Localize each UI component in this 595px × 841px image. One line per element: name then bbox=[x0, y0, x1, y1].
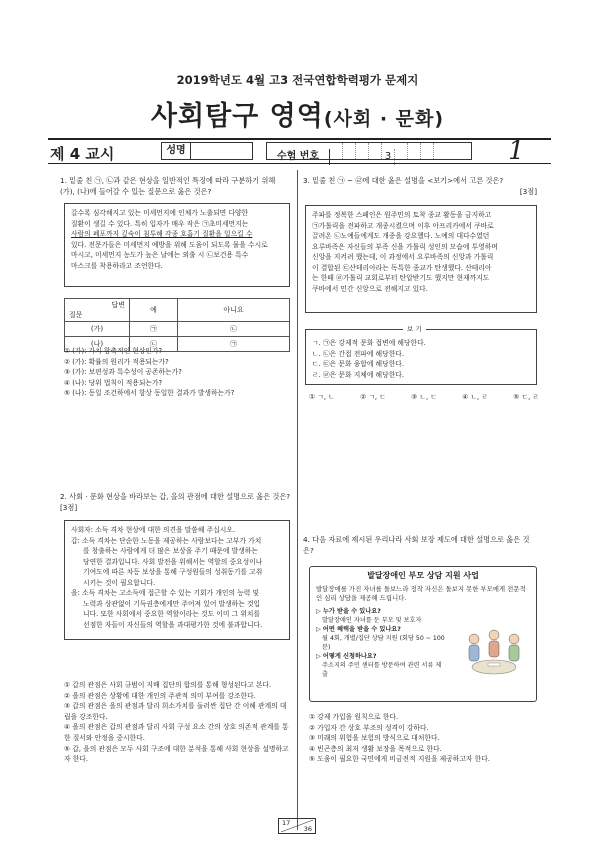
subject-title bbox=[0, 94, 595, 133]
q4-stem: 4. 다음 자료에 제시된 우리나라 사회 보장 제도에 대한 설명으로 옳은 것은? bbox=[303, 535, 530, 555]
choice-1[interactable]: ① ㄱ, ㄴ bbox=[309, 393, 335, 401]
choice-2[interactable]: ② ㄱ, ㄷ bbox=[360, 393, 386, 401]
page-number: 1 bbox=[508, 136, 525, 166]
bogi-item: ㄷ. ㉢은 문화 융합에 해당한다. bbox=[312, 360, 404, 368]
name-field[interactable] bbox=[161, 142, 253, 160]
q4-item-body: 주소지의 주민 센터를 방문하여 관련 서류 제출 bbox=[322, 661, 442, 678]
option-1[interactable]: ① 강제 가입을 원칙으로 한다. bbox=[309, 713, 399, 721]
option-5[interactable]: ⑤ (나): 동일 조건하에서 항상 동일한 결과가 발생하는가? bbox=[64, 389, 235, 398]
q3-passage-line: 이 결합된 ㉢산테리아라는 독특한 종교가 탄생했다. 산테리아 bbox=[312, 263, 492, 272]
q1-passage-line: 질환이 생길 수 있다. 특히 입자가 매우 작은 ㉠초미세먼지는 bbox=[71, 219, 249, 228]
q4-item-body: 월 4회, 개별/집단 상담 지원 (회당 50 ~ 100분) bbox=[322, 634, 445, 651]
exam-number-label: 수험 번호 bbox=[267, 149, 330, 165]
col-no-header: 아니요 bbox=[178, 299, 290, 322]
option-3[interactable]: ③ (가): 보편성과 특수성이 공존하는가? bbox=[64, 368, 182, 377]
subject-sub: (사회 · 문화) bbox=[323, 108, 445, 130]
table-corner bbox=[65, 299, 130, 322]
option-1[interactable]: ① (가): 가치 함축적인 현상인가? bbox=[64, 347, 163, 355]
q4-box-intro: 발달장애를 가진 자녀를 돌보느라 정작 자신은 돌보지 못한 부모에게 전문적인 심리 상담을 제공해 드립니다. bbox=[316, 584, 526, 602]
q2-passage-line: 갑: 소득 격차는 단순한 노동을 제공하는 사람보다는 고부가 가치 bbox=[71, 536, 262, 545]
q4-item-head: ▷ 어떻게 신청하나요? bbox=[316, 652, 377, 660]
row-question: (가) bbox=[65, 322, 130, 337]
q2-options bbox=[64, 680, 292, 765]
row-no: ㉡ bbox=[178, 322, 290, 337]
q4-info-box bbox=[309, 566, 537, 702]
col-yes-header: 예 bbox=[130, 299, 178, 322]
option-4[interactable]: ④ 빈곤층의 최저 생활 보장을 목적으로 한다. bbox=[309, 744, 442, 753]
option-2[interactable]: ② 을의 관점은 상황에 대한 개인의 주관적 의미 부여를 강조한다. bbox=[64, 691, 256, 700]
page-current: 17 bbox=[282, 819, 291, 827]
q2-passage-line: 기여도에 따른 차등 보상을 통해 구성원들의 성취동기를 고취 bbox=[83, 568, 263, 576]
q2-passage bbox=[64, 520, 290, 640]
header-rule-bottom bbox=[48, 163, 551, 164]
q3-passage bbox=[305, 205, 537, 313]
q3-bogi-box bbox=[305, 329, 537, 385]
exam-number-digit: 3 bbox=[382, 149, 395, 165]
bogi-title: 보 기 bbox=[403, 324, 426, 333]
name-label: 성명 bbox=[162, 143, 191, 159]
row-yes: ㉠ bbox=[130, 322, 178, 337]
option-4[interactable]: ④ (나): 당위 법칙이 적용되는가? bbox=[64, 378, 163, 387]
page-total: 36 bbox=[303, 825, 312, 833]
choice-4[interactable]: ④ ㄴ, ㄹ bbox=[462, 393, 488, 401]
q2-passage-line: 시키는 것이 필요합니다. bbox=[83, 578, 156, 587]
option-3[interactable]: ③ 미래의 위험을 보험의 방식으로 대처한다. bbox=[309, 734, 440, 743]
q1-passage-line: 있다. 전문가들은 미세먼지 예방을 위해 도움이 되도록 물을 수시로 bbox=[71, 240, 268, 249]
corner-answer-label: 답변 bbox=[111, 301, 125, 309]
row-yes: ㉡ bbox=[130, 337, 178, 352]
q3-passage-line: 쿠바에서 민간 신앙으로 전해지고 있다. bbox=[312, 284, 428, 293]
header-rule-top bbox=[48, 138, 551, 140]
q1-stem: 1. 밑줄 친 ㉠, ㉡과 같은 현상을 일반적인 특징에 따라 구분하기 위해 (가), (나)에 들어갈 수 있는 질문으로 옳은 것은? bbox=[60, 176, 276, 196]
q3-passage-line: 는 한때 ㉣가톨릭 교회로부터 탄압받기도 했지만 현재까지도 bbox=[312, 274, 490, 282]
option-2[interactable]: ② 가입자 간 상호 부조의 성격이 강하다. bbox=[309, 723, 429, 732]
q4-options bbox=[309, 712, 539, 765]
option-2[interactable]: ② (가): 확률의 원리가 적용되는가? bbox=[64, 357, 169, 366]
q2-passage-line: 를 창출하는 사람에게 더 많은 보상을 주기 때문에 발생하는 bbox=[83, 547, 258, 555]
table-row bbox=[65, 322, 290, 337]
period-label: 제 4 교시 bbox=[50, 145, 115, 163]
q1-passage-line: 갈수록 심각해지고 있는 미세먼지에 인체가 노출되면 다양한 bbox=[71, 209, 249, 217]
bogi-item: ㄹ. ㉣은 문화 지체에 해당한다. bbox=[312, 370, 404, 379]
q3-stem-text: 3. 밑줄 친 ㉠ ~ ㉣에 대한 옳은 설명을 <보기>에서 고른 것은? bbox=[303, 176, 504, 185]
option-4[interactable]: ④ 을의 관점은 갑의 관점과 달리 사회 구성 요소 간의 상호 의존적 관계를 통한 질서와 안정을 중시한다. bbox=[64, 723, 289, 742]
q2-passage-line: 사회자: 소득 격차 현상에 대한 의견을 말씀해 주십시오. bbox=[71, 526, 236, 534]
option-5[interactable]: ⑤ 갑, 을의 관점은 모두 사회 구조에 대한 분석을 통해 사회 현상을 설명하고자 한다. bbox=[64, 744, 289, 764]
q1-options bbox=[64, 346, 292, 399]
q2-passage-line: 노력과 상관없이 기득권층에게만 주어져 있어 발생하는 것입 bbox=[83, 599, 261, 608]
q2-passage-line: 당연한 결과입니다. 사회 발전을 위해서는 역할의 중요성이나 bbox=[83, 557, 263, 566]
q3-choices bbox=[309, 392, 539, 403]
corner-question-label: 질문 bbox=[69, 311, 83, 319]
q2-stem: 2. 사회 · 문화 현상을 바라보는 갑, 을의 관점에 대한 설명으로 옳은 것은? [3점] bbox=[60, 492, 291, 512]
q4-item-head: ▷ 어떤 혜택을 받을 수 있나요? bbox=[316, 625, 401, 633]
q2-passage-line: 을: 소득 격차는 고소득에 접근할 수 있는 기회가 개인의 능력 및 bbox=[71, 589, 260, 597]
bogi-item: ㄱ. ㉠은 강제적 문화 접변에 해당한다. bbox=[312, 339, 426, 347]
counseling-illustration bbox=[458, 617, 530, 689]
q1-passage bbox=[64, 203, 290, 287]
column-divider bbox=[297, 170, 298, 830]
choice-3[interactable]: ③ ㄴ, ㄷ bbox=[411, 393, 437, 401]
q1-answer-table bbox=[64, 298, 290, 352]
page-indicator bbox=[278, 818, 316, 834]
q4-item-body: 발달장애인 자녀를 둔 부모 및 보호자 bbox=[322, 616, 422, 624]
q3-passage-line: 신앙을 지켜려 했는데, 이 과정에서 요루바족의 신앙과 가톨릭 bbox=[312, 253, 494, 261]
q3-passage-line: 주파를 정복한 스페인은 원주민의 토착 종교 활동을 금지하고 bbox=[312, 211, 492, 219]
q3-points: [3점] bbox=[519, 187, 537, 196]
bogi-item: ㄴ. ㉡은 간접 전파에 해당한다. bbox=[312, 349, 404, 358]
q3-stem bbox=[303, 175, 537, 197]
q2-passage-line: 니다. 또한 사회에서 중요한 역할이라는 것도 이미 그 위치를 bbox=[83, 610, 261, 618]
q4-item-head: ▷ 누가 받을 수 있나요? bbox=[316, 607, 381, 615]
exam-number-field[interactable] bbox=[266, 142, 472, 160]
row-question: (나) bbox=[65, 337, 130, 352]
choice-5[interactable]: ⑤ ㄷ, ㄹ bbox=[513, 393, 539, 401]
q1-passage-line: 마시고, 미세먼지 농도가 높은 날에는 외출 시 ㉡보건용 특수 bbox=[71, 251, 249, 259]
q3-passage-line: 끌려온 ㉡노예들에게도 개종을 강요했다. 노예의 대다수였던 bbox=[312, 232, 490, 240]
subject-main: 사회탐구 영역 bbox=[150, 101, 324, 132]
q2-passage-line: 선점한 자들이 자신들의 역할을 과대평가한 것에 불과합니다. bbox=[83, 620, 263, 629]
row-no: ㉠ bbox=[178, 337, 290, 352]
q3-passage-line: ㉠가톨릭을 전파하고 개종시켰으며 이후 아프리카에서 쿠바로 bbox=[312, 221, 494, 230]
option-1[interactable]: ① 갑의 관점은 사회 규범이 지배 집단의 합의를 통해 형성된다고 본다. bbox=[64, 681, 272, 689]
q1-passage-line: 마스크를 착용하라고 조언한다. bbox=[71, 261, 163, 270]
option-3[interactable]: ③ 갑의 관점은 을의 관점과 달리 희소가치를 둘러싼 집단 간 이해 관계의 대립을 강조한다. bbox=[64, 702, 287, 721]
q1-passage-line: 사람의 폐포까지 깊숙이 침투해 각종 호흡기 질환을 일으킬 수 bbox=[71, 230, 253, 238]
q4-box-title: 발달장애인 부모 상담 지원 사업 bbox=[367, 571, 479, 580]
q3-passage-line: 요루바족은 자신들의 부족 신을 가톨릭 성인의 모습에 투영하며 bbox=[312, 242, 498, 251]
exam-title: 2019학년도 4월 고3 전국연합학력평가 문제지 bbox=[176, 73, 419, 87]
option-5[interactable]: ⑤ 도움이 필요한 국민에게 비금전적 지원을 제공하고자 한다. bbox=[309, 755, 490, 764]
